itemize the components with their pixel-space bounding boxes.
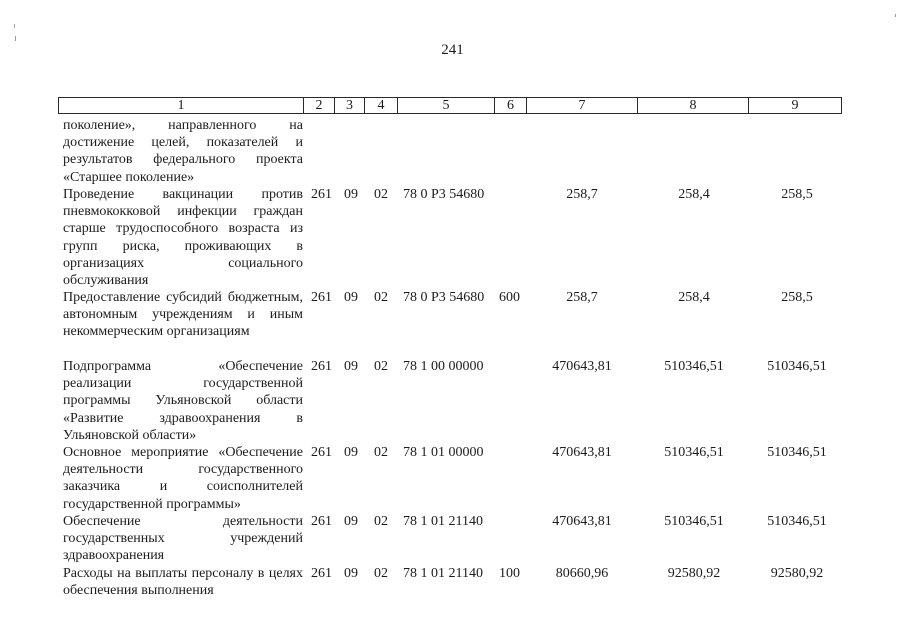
cell-csr: 78 1 01 21140 xyxy=(403,566,483,581)
cell-csr: 78 1 01 00000 xyxy=(403,445,484,460)
cell-rz: 09 xyxy=(344,187,358,202)
cell-csr: 78 1 01 21140 xyxy=(403,514,483,529)
scan-speck xyxy=(895,14,896,17)
cell-ved: 261 xyxy=(311,566,332,581)
row-name: поколение», направленного на достижение целей, показателей и результатов федерального проекта «Старшее поколение» xyxy=(63,118,303,185)
cell-value-7: 258,7 xyxy=(566,290,598,305)
cell-rz: 09 xyxy=(344,445,358,460)
cell-value-8: 92580,92 xyxy=(667,566,721,581)
header-col-8: 8 xyxy=(637,97,749,114)
cell-value-8: 258,4 xyxy=(678,290,710,305)
cell-value-7: 80660,96 xyxy=(555,566,609,581)
cell-pr: 02 xyxy=(374,359,388,374)
cell-value-9: 92580,92 xyxy=(770,566,824,581)
cell-pr: 02 xyxy=(374,445,388,460)
header-col-3: 3 xyxy=(334,97,365,114)
cell-pr: 02 xyxy=(374,187,388,202)
cell-rz: 09 xyxy=(344,566,358,581)
cell-ved: 261 xyxy=(311,359,332,374)
cell-value-9: 510346,51 xyxy=(767,359,827,374)
cell-value-7: 258,7 xyxy=(566,187,598,202)
scan-speck xyxy=(15,36,16,41)
header-col-2: 2 xyxy=(303,97,335,114)
row-name: Основное мероприятие «Обеспечение деятельности государственного заказчика и соисполнителей государственной программы» xyxy=(63,445,303,512)
scan-speck xyxy=(14,24,15,28)
cell-csr: 78 1 00 00000 xyxy=(403,359,484,374)
header-col-5: 5 xyxy=(397,97,495,114)
header-col-4: 4 xyxy=(364,97,398,114)
cell-value-7: 470643,81 xyxy=(552,445,612,460)
table-body xyxy=(0,117,905,617)
cell-ved: 261 xyxy=(311,290,332,305)
cell-value-8: 510346,51 xyxy=(664,445,724,460)
cell-rz: 09 xyxy=(344,290,358,305)
cell-value-7: 470643,81 xyxy=(552,514,612,529)
cell-rz: 09 xyxy=(344,514,358,529)
cell-value-8: 510346,51 xyxy=(664,514,724,529)
table-header xyxy=(58,97,842,114)
header-col-6: 6 xyxy=(494,97,527,114)
cell-ved: 261 xyxy=(311,514,332,529)
cell-pr: 02 xyxy=(374,514,388,529)
page-number: 241 xyxy=(441,42,464,58)
cell-value-8: 258,4 xyxy=(678,187,710,202)
cell-vr: 600 xyxy=(499,290,520,305)
header-col-1: 1 xyxy=(58,97,304,114)
cell-value-9: 258,5 xyxy=(781,290,813,305)
cell-value-7: 470643,81 xyxy=(552,359,612,374)
cell-csr: 78 0 P3 54680 xyxy=(403,187,485,202)
cell-value-9: 510346,51 xyxy=(767,445,827,460)
cell-pr: 02 xyxy=(374,290,388,305)
row-name: Обеспечение деятельности государственных учреждений здравоохранения xyxy=(63,514,303,564)
row-name: Предоставление субсидий бюджетным, автономным учреждениям и иным некоммерческим организациям xyxy=(63,290,303,340)
cell-pr: 02 xyxy=(374,566,388,581)
cell-value-8: 510346,51 xyxy=(664,359,724,374)
cell-rz: 09 xyxy=(344,359,358,374)
cell-ved: 261 xyxy=(311,445,332,460)
header-col-7: 7 xyxy=(526,97,638,114)
cell-vr: 100 xyxy=(499,566,520,581)
cell-value-9: 510346,51 xyxy=(767,514,827,529)
cell-value-9: 258,5 xyxy=(781,187,813,202)
row-name: Подпрограмма «Обеспечение реализации государственной программы Ульяновской области «Развитие здравоохранения в Ульяновской области» xyxy=(63,359,303,443)
row-name: Расходы на выплаты персоналу в целях обеспечения выполнения xyxy=(63,566,303,599)
header-col-9: 9 xyxy=(748,97,842,114)
cell-ved: 261 xyxy=(311,187,332,202)
row-name: Проведение вакцинации против пневмококковой инфекции граждан старше трудоспособного возраста из групп риска, проживающих в организациях социального обслуживания xyxy=(63,187,303,289)
cell-csr: 78 0 P3 54680 xyxy=(403,290,485,305)
